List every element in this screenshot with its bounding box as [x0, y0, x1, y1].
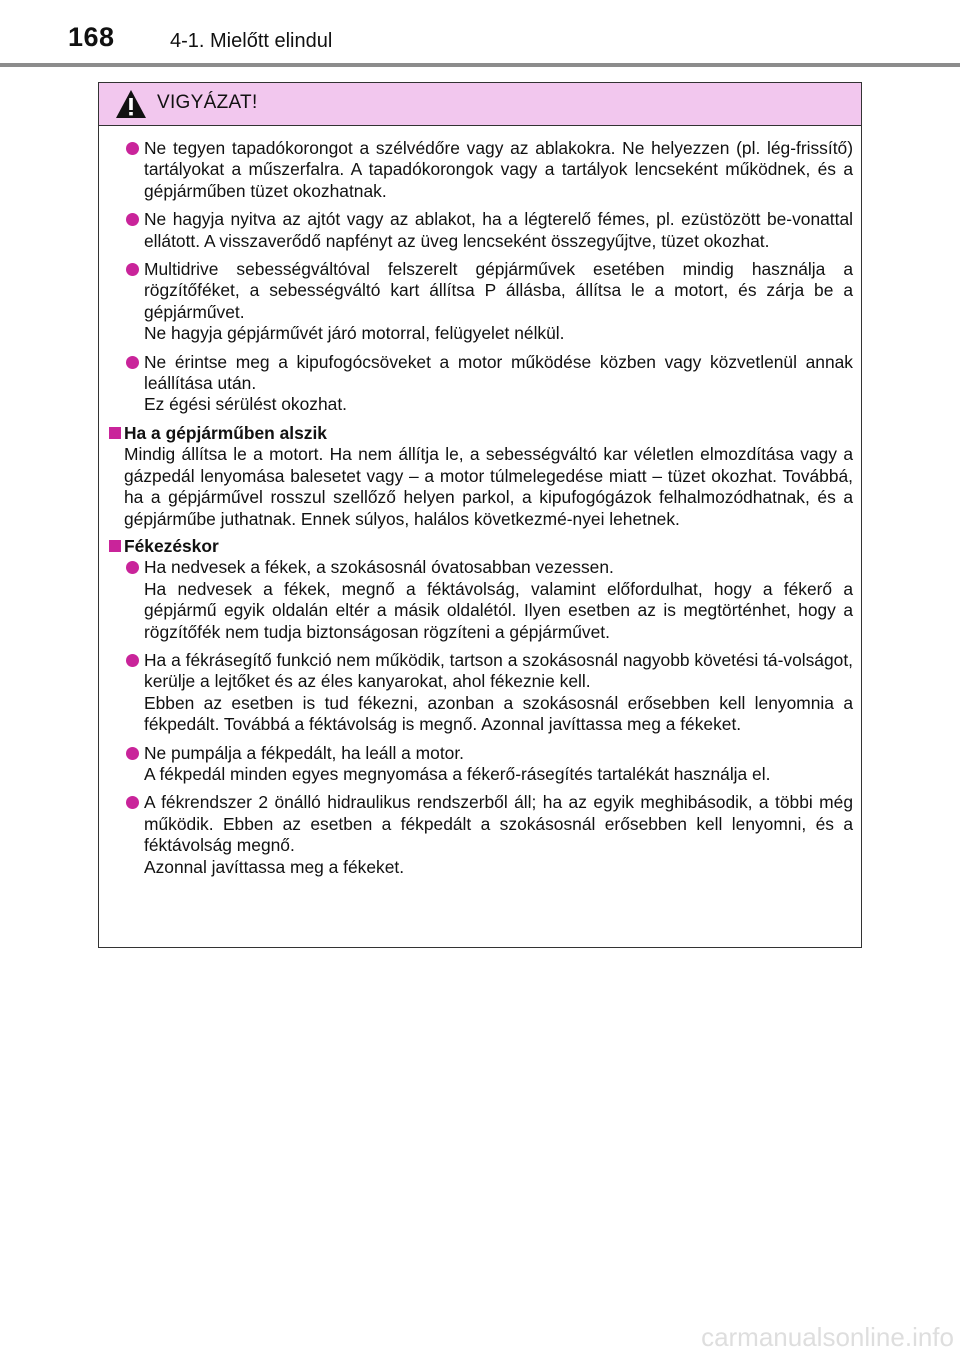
- bullet-text: Ne hagyja gépjárművét járó motorral, felügyelet nélkül.: [144, 323, 565, 344]
- bullet-dot-icon: [126, 213, 139, 226]
- bullet-item: [105, 792, 853, 878]
- bullet-text: Azonnal javíttassa meg a fékeket.: [144, 856, 405, 877]
- bullet-text: Multidrive sebességváltóval felszerelt gépjárművek esetében mindig használja a rögzítőféket, a sebességváltó kart állítsa P állásba, állítsa le a motort, és zárja be a gépjárművet.: [144, 259, 853, 322]
- subsection: [105, 423, 853, 530]
- bullet-dot-icon: [126, 263, 139, 276]
- subsection: [105, 536, 853, 878]
- bullet-dot-icon: [126, 654, 139, 667]
- page-number: 168: [68, 22, 115, 52]
- bullet-text: Ebben az esetben is tud fékezni, azonban a szokásosnál erősebben kell lenyomnia a fékpedált. Továbbá a féktávolság is megnő. Azonnal javíttassa meg a fékeket.: [144, 692, 853, 735]
- bullet-text: A fékrendszer 2 önálló hidraulikus rendszerből áll; ha az egyik meghibásodik, a többi még működik. Ebben az esetben a fékpedált a szokásosnál erősebben kell lenyomni, és a féktávolság megnő.: [144, 792, 853, 856]
- bullet-text: Ne pumpálja a fékpedált, ha leáll a motor.: [144, 742, 464, 763]
- caution-header: [99, 83, 861, 126]
- bullet-item: [105, 743, 853, 786]
- bullet-text: Ha a fékrásegítő funkció nem működik, tartson a szokásosnál nagyobb követési tá-volságot, kerülje a lejtőket és az éles kanyarokat, ahol fékeznie kell.: [144, 649, 853, 692]
- bullet-text: A fékpedál minden egyes megnyomása a fékerő-rásegítés tartalékát használja el.: [144, 763, 771, 784]
- caution-box: [98, 82, 862, 948]
- bullet-text: Ne hagyja nyitva az ajtót vagy az ablakot, ha a légterelő fémes, pl. ezüstözött be-vonattal ellátott. A visszaverődő napfényt az üveg lencseként összegyűjtve, tüzet okozhat.: [144, 209, 853, 251]
- section-square-icon: [109, 540, 121, 552]
- bullet-text: Ne tegyen tapadókorongot a szélvédőre vagy az ablakokra. Ne helyezzen (pl. lég-frissítő) tartályokat a műszerfalra. A tapadókorongok vagy a tartályok lencseként működnek, és a gépjárműben tüzet okozhatnak.: [144, 138, 853, 201]
- header-divider: [0, 63, 960, 67]
- bullet-text: Ha nedvesek a fékek, megnő a féktávolság, valamint előfordulhat, hogy a fékerő a gépjármű egyik oldalán eltér a másik oldalétól. Ilyen esetben az is megtörténhet, hogy a rögzítőfék nem tudja biztonságosan rögzíteni a gépjárművet.: [144, 578, 853, 642]
- bullet-text: Ha nedvesek a fékek, a szokásosnál óvatosabban vezessen.: [144, 557, 614, 578]
- bullet-text: Ez égési sérülést okozhat.: [144, 394, 347, 415]
- bullet-dot-icon: [126, 356, 139, 369]
- caution-title: VIGYÁZAT!: [157, 92, 258, 113]
- bullet-item: [105, 352, 853, 416]
- warning-triangle-icon: [115, 89, 147, 119]
- bullet-dot-icon: [126, 747, 139, 760]
- subsection-text: Mindig állítsa le a motort. Ha nem állítja le, a sebességváltó kar véletlen elmozdítása vagy a gázpedál lenyomása balesetet vagy – a motor túlmelegedése miatt – tüzet okozhat. Továbbá, ha a gépjárművel rosszul szellőző helyen parkol, a kipufogógázok felhalmozódhatnak, és a gépjárműbe juthatnak. Ennek súlyos, halálos következmé-nyei lehetnek.: [124, 444, 853, 529]
- page-header: [0, 0, 960, 70]
- bullet-dot-icon: [126, 561, 139, 574]
- caution-body: [99, 126, 861, 878]
- bullet-dot-icon: [126, 796, 139, 809]
- watermark: carmanualsonline.info: [701, 1322, 954, 1352]
- bullet-item: [105, 650, 853, 736]
- bullet-item: [105, 259, 853, 345]
- bullet-text: Ne érintse meg a kipufogócsöveket a motor működése közben vagy közvetlenül annak leállítása után.: [144, 351, 853, 394]
- bullet-item: [105, 209, 853, 252]
- bullet-dot-icon: [126, 142, 139, 155]
- subsection-heading: Ha a gépjárműben alszik: [124, 422, 327, 443]
- section-title: 4-1. Mielőtt elindul: [170, 30, 333, 52]
- bullet-item: [105, 557, 853, 643]
- bullet-item: [105, 138, 853, 202]
- subsection-heading: Fékezéskor: [124, 535, 219, 556]
- section-square-icon: [109, 427, 121, 439]
